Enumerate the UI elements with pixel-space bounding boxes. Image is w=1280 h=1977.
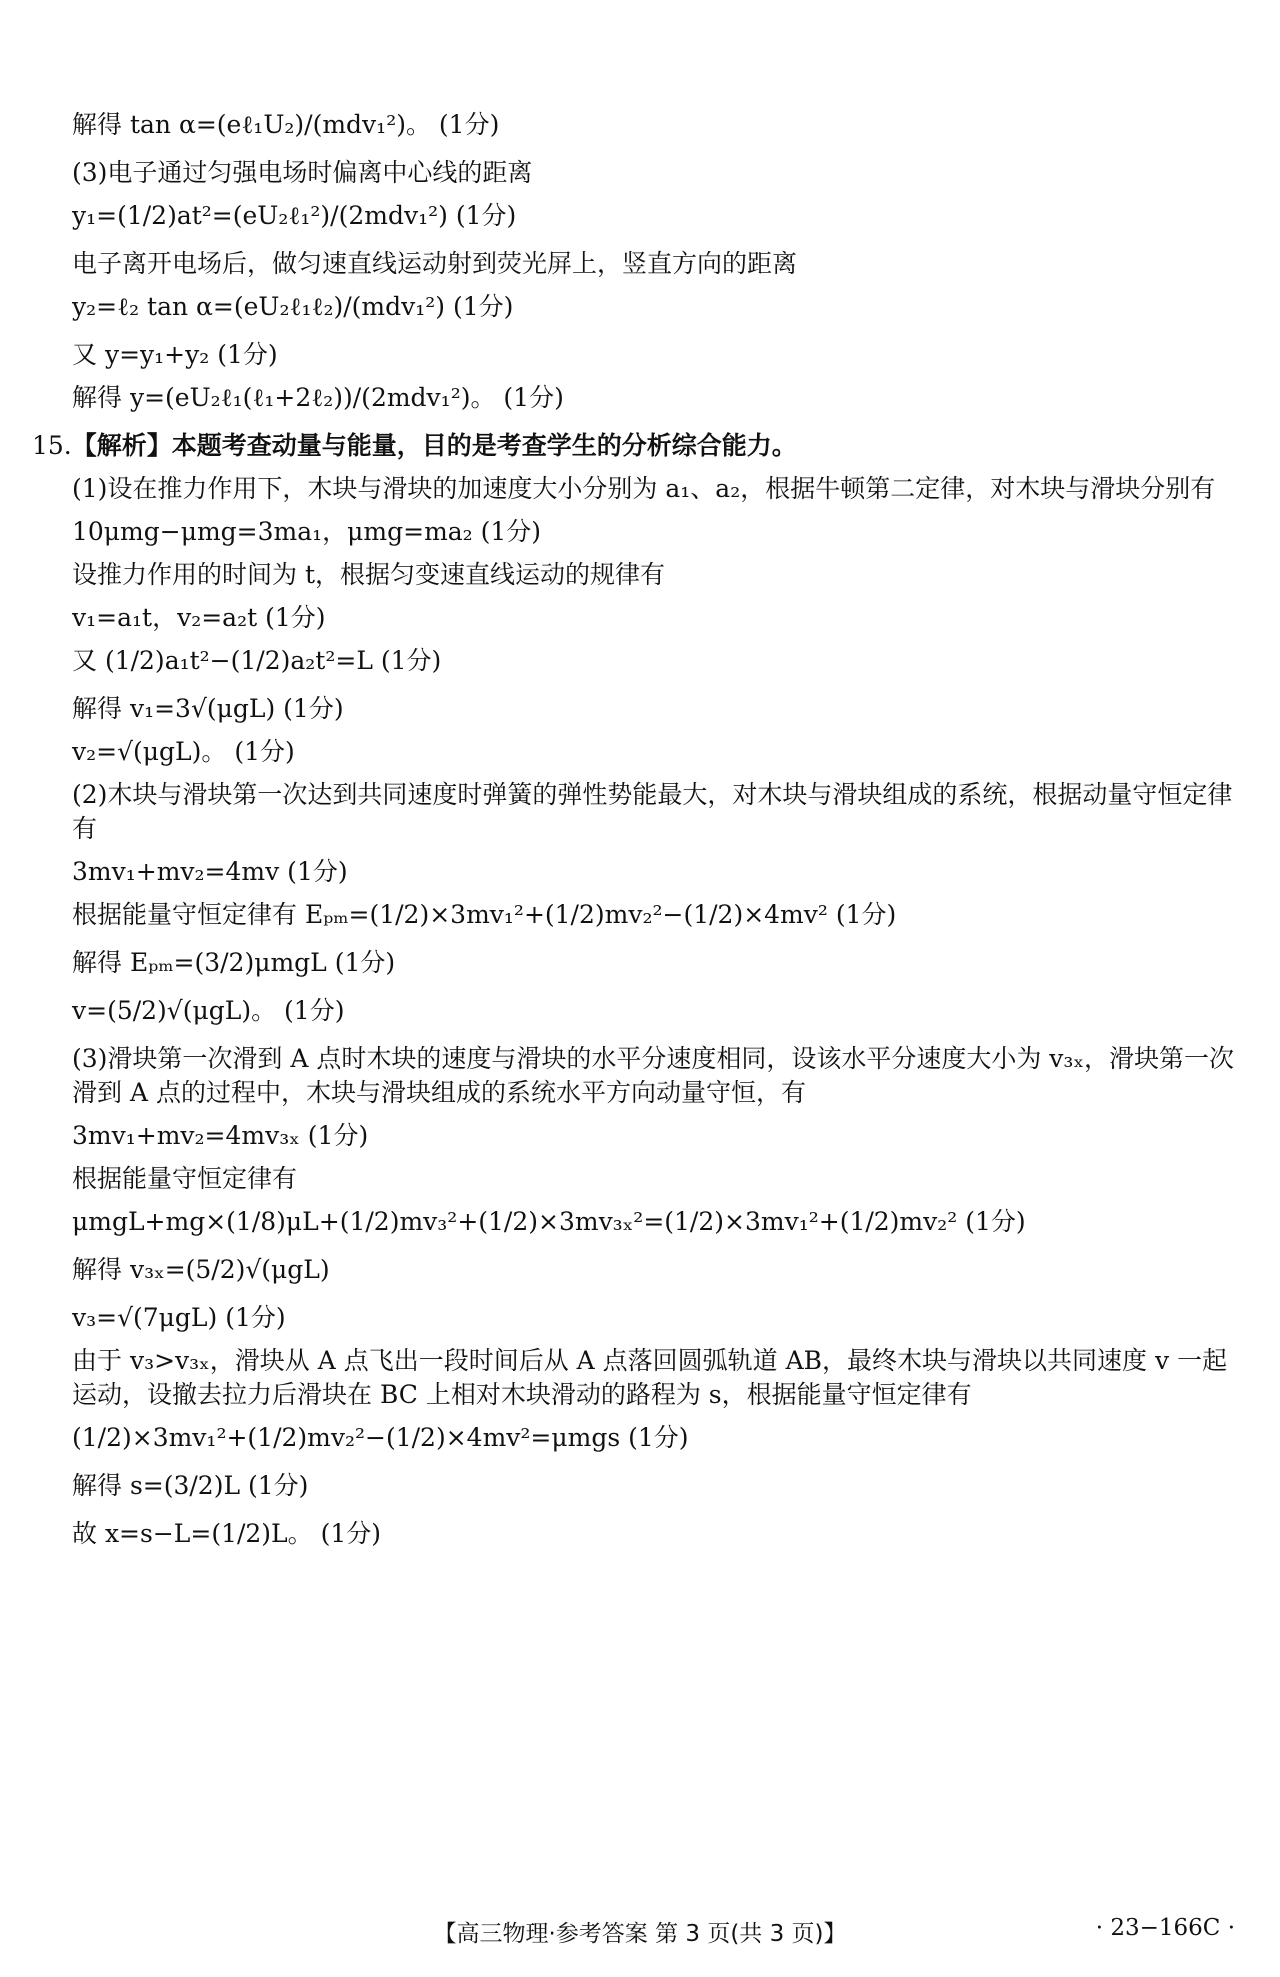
text-line: (3)滑块第一次滑到 A 点时木块的速度与滑块的水平分速度相同，设该水平分速度大小为 v₃ₓ，滑块第一次滑到 A 点的过程中，木块与滑块组成的系统水平方向动量守恒，有 (72, 1044, 1235, 1107)
text-line: μmgL+mg×(1/8)μL+(1/2)mv₃²+(1/2)×3mv₃ₓ²=(1/2)×3mv₁²+(1/2)mv₂² (1分) (72, 1207, 1026, 1236)
text-line: 解得 Eₚₘ=(3/2)μmgL (1分) (72, 948, 396, 977)
text-line: v₂=√(μgL)。 (1分) (72, 737, 295, 766)
text-line: 故 x=s−L=(1/2)L。 (1分) (72, 1519, 382, 1548)
text-line: 解得 v₁=3√(μgL) (1分) (72, 694, 344, 723)
text-line: (2)木块与滑块第一次达到共同速度时弹簧的弹性势能最大，对木块与滑块组成的系统，根据动量守恒定律有 (72, 780, 1233, 843)
page-footer (0, 1915, 1280, 1945)
heading-text: 【解析】本题考查动量与能量，目的是考查学生的分析综合能力。 (71, 431, 797, 460)
text-line: (1)设在推力作用下，木块与滑块的加速度大小分别为 a₁、a₂，根据牛顿第二定律，对木块与滑块分别有 (72, 474, 1216, 503)
text-line: 根据能量守恒定律有 Eₚₘ=(1/2)×3mv₁²+(1/2)mv₂²−(1/2)×4mv² (1分) (72, 900, 897, 929)
solution-body (32, 100, 1242, 1565)
text-line: 又 (1/2)a₁t²−(1/2)a₂t²=L (1分) (72, 646, 442, 675)
text-line: y₁=(1/2)at²=(eU₂ℓ₁²)/(2mdv₁²) (1分) (72, 201, 517, 230)
text-line: 3mv₁+mv₂=4mv₃ₓ (1分) (72, 1121, 369, 1150)
section-heading (32, 429, 1242, 463)
text-line: v₁=a₁t，v₂=a₂t (1分) (72, 603, 326, 632)
text-line: 由于 v₃>v₃ₓ，滑块从 A 点飞出一段时间后从 A 点落回圆弧轨道 AB，最终木块与滑块以共同速度 v 一起运动，设撤去拉力后滑块在 BC 上相对木块滑动的路程为 s，根据能量守恒定律有 (72, 1346, 1228, 1409)
text-line: 解得 v₃ₓ=(5/2)√(μgL) (72, 1255, 330, 1284)
text-line: 电子离开电场后，做匀速直线运动射到荧光屏上，竖直方向的距离 (72, 249, 798, 278)
text-line: (3)电子通过匀强电场时偏离中心线的距离 (72, 158, 533, 187)
text-line: v₃=√(7μgL) (1分) (72, 1303, 286, 1332)
text-line: 解得 tan α=(eℓ₁U₂)/(mdv₁²)。 (1分) (72, 110, 500, 139)
footer-code: · 23−166C · (1095, 1915, 1235, 1941)
text-line: 根据能量守恒定律有 (72, 1164, 298, 1193)
text-line: 设推力作用的时间为 t，根据匀变速直线运动的规律有 (72, 560, 665, 589)
text-line: (1/2)×3mv₁²+(1/2)mv₂²−(1/2)×4mv²=μmgs (1分) (72, 1423, 689, 1452)
text-line: 3mv₁+mv₂=4mv (1分) (72, 857, 348, 886)
text-line: v=(5/2)√(μgL)。 (1分) (72, 996, 345, 1025)
text-line: y₂=ℓ₂ tan α=(eU₂ℓ₁ℓ₂)/(mdv₁²) (1分) (72, 292, 514, 321)
text-line: 解得 y=(eU₂ℓ₁(ℓ₁+2ℓ₂))/(2mdv₁²)。 (1分) (72, 383, 564, 412)
text-line: 又 y=y₁+y₂ (1分) (72, 340, 278, 369)
text-line: 10μmg−μmg=3ma₁，μmg=ma₂ (1分) (72, 517, 542, 546)
text-line: 解得 s=(3/2)L (1分) (72, 1471, 309, 1500)
question-number: 15. (32, 431, 72, 460)
footer-title: 【高三物理·参考答案 第 3 页(共 3 页)】 (433, 1921, 847, 1947)
